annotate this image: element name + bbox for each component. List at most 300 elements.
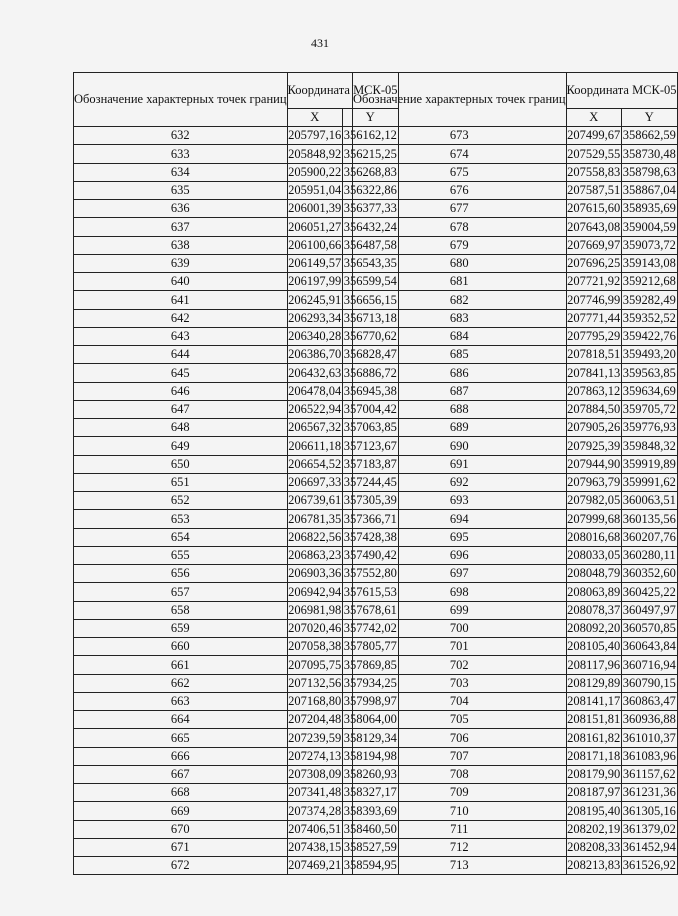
- table-row: [353, 692, 678, 710]
- point-number-cell: 644: [74, 346, 288, 364]
- x-value-cell: 207587,51: [566, 181, 621, 199]
- point-number-cell: 704: [353, 692, 567, 710]
- x-value-cell: 205848,92: [287, 145, 342, 163]
- x-value-cell: 207643,08: [566, 218, 621, 236]
- table-row: [353, 656, 678, 674]
- y-value-cell: 359563,85: [621, 364, 677, 382]
- y-value-cell: 356599,54: [342, 273, 398, 291]
- point-number-cell: 637: [74, 218, 288, 236]
- x-value-cell: 207374,28: [287, 802, 342, 820]
- table-row: [353, 291, 678, 309]
- point-number-cell: 683: [353, 309, 567, 327]
- y-value-cell: 361379,02: [621, 820, 677, 838]
- table-row: [74, 492, 399, 510]
- table-row: [74, 857, 399, 875]
- point-number-cell: 648: [74, 419, 288, 437]
- point-number-cell: 657: [74, 583, 288, 601]
- x-value-cell: 208195,40: [566, 802, 621, 820]
- table-row: [74, 583, 399, 601]
- table-row: [74, 747, 399, 765]
- table-row: [353, 820, 678, 838]
- table-row: [74, 127, 399, 145]
- table-row: [353, 127, 678, 145]
- y-value-cell: 360280,11: [621, 546, 677, 564]
- y-value-cell: 358129,34: [342, 729, 398, 747]
- y-value-cell: 357123,67: [342, 437, 398, 455]
- table-row: [353, 218, 678, 236]
- table-row: [353, 583, 678, 601]
- header-y: Y: [621, 108, 677, 126]
- y-value-cell: 357805,77: [342, 638, 398, 656]
- y-value-cell: 360570,85: [621, 619, 677, 637]
- table-row: [353, 273, 678, 291]
- x-value-cell: 207529,55: [566, 145, 621, 163]
- point-number-cell: 634: [74, 163, 288, 181]
- table-row: [353, 784, 678, 802]
- point-number-cell: 635: [74, 181, 288, 199]
- table-row: [74, 200, 399, 218]
- table-row: [353, 857, 678, 875]
- x-value-cell: 207746,99: [566, 291, 621, 309]
- x-value-cell: 206386,70: [287, 346, 342, 364]
- point-number-cell: 647: [74, 400, 288, 418]
- y-value-cell: 359705,72: [621, 400, 677, 418]
- point-number-cell: 632: [74, 127, 288, 145]
- table-row: [74, 765, 399, 783]
- x-value-cell: 208033,05: [566, 546, 621, 564]
- y-value-cell: 357428,38: [342, 528, 398, 546]
- table-row: [353, 346, 678, 364]
- x-value-cell: 207168,80: [287, 692, 342, 710]
- x-value-cell: 208208,33: [566, 838, 621, 856]
- x-value-cell: 206432,63: [287, 364, 342, 382]
- x-value-cell: 206739,61: [287, 492, 342, 510]
- y-value-cell: 359143,08: [621, 254, 677, 272]
- point-number-cell: 698: [353, 583, 567, 601]
- y-value-cell: 356432,24: [342, 218, 398, 236]
- x-value-cell: 207499,67: [566, 127, 621, 145]
- coordinates-table-right: [352, 72, 678, 875]
- point-number-cell: 665: [74, 729, 288, 747]
- point-number-cell: 670: [74, 820, 288, 838]
- table-row: [74, 163, 399, 181]
- point-number-cell: 708: [353, 765, 567, 783]
- y-value-cell: 359634,69: [621, 382, 677, 400]
- y-value-cell: 357552,80: [342, 565, 398, 583]
- point-number-cell: 655: [74, 546, 288, 564]
- table-row: [74, 692, 399, 710]
- y-value-cell: 358662,59: [621, 127, 677, 145]
- x-value-cell: 206293,34: [287, 309, 342, 327]
- page-number: 431: [311, 36, 329, 50]
- table-row: [74, 565, 399, 583]
- y-value-cell: 357063,85: [342, 419, 398, 437]
- x-value-cell: 207438,15: [287, 838, 342, 856]
- table-row: [74, 528, 399, 546]
- point-number-cell: 692: [353, 473, 567, 491]
- table-row: [74, 437, 399, 455]
- point-number-cell: 638: [74, 236, 288, 254]
- y-value-cell: 359352,52: [621, 309, 677, 327]
- x-value-cell: 207818,51: [566, 346, 621, 364]
- y-value-cell: 360863,47: [621, 692, 677, 710]
- point-number-cell: 654: [74, 528, 288, 546]
- point-number-cell: 671: [74, 838, 288, 856]
- y-value-cell: 359991,62: [621, 473, 677, 491]
- y-value-cell: 361526,92: [621, 857, 677, 875]
- point-number-cell: 649: [74, 437, 288, 455]
- table-row: [353, 765, 678, 783]
- x-value-cell: 207274,13: [287, 747, 342, 765]
- x-value-cell: 207999,68: [566, 510, 621, 528]
- x-value-cell: 207795,29: [566, 327, 621, 345]
- y-value-cell: 360135,56: [621, 510, 677, 528]
- y-value-cell: 357366,71: [342, 510, 398, 528]
- x-value-cell: 206654,52: [287, 455, 342, 473]
- point-number-cell: 658: [74, 601, 288, 619]
- point-number-cell: 706: [353, 729, 567, 747]
- x-value-cell: 206340,28: [287, 327, 342, 345]
- x-value-cell: 208117,96: [566, 656, 621, 674]
- table-row: [74, 838, 399, 856]
- point-number-cell: 650: [74, 455, 288, 473]
- point-number-cell: 646: [74, 382, 288, 400]
- x-value-cell: 207095,75: [287, 656, 342, 674]
- x-value-cell: 207615,60: [566, 200, 621, 218]
- y-value-cell: 357934,25: [342, 674, 398, 692]
- point-number-cell: 689: [353, 419, 567, 437]
- table-row: [353, 729, 678, 747]
- point-number-cell: 666: [74, 747, 288, 765]
- x-value-cell: 206697,33: [287, 473, 342, 491]
- table-row: [353, 528, 678, 546]
- y-value-cell: 359212,68: [621, 273, 677, 291]
- table-row: [353, 747, 678, 765]
- y-value-cell: 359004,59: [621, 218, 677, 236]
- point-number-cell: 713: [353, 857, 567, 875]
- y-value-cell: 360497,97: [621, 601, 677, 619]
- table-row: [74, 656, 399, 674]
- point-number-cell: 709: [353, 784, 567, 802]
- table-row: [353, 327, 678, 345]
- x-value-cell: 207020,46: [287, 619, 342, 637]
- x-value-cell: 207771,44: [566, 309, 621, 327]
- x-value-cell: 206001,39: [287, 200, 342, 218]
- point-number-cell: 690: [353, 437, 567, 455]
- table-row: [353, 638, 678, 656]
- y-value-cell: 358393,69: [342, 802, 398, 820]
- y-value-cell: 358260,93: [342, 765, 398, 783]
- y-value-cell: 359848,32: [621, 437, 677, 455]
- point-number-cell: 678: [353, 218, 567, 236]
- point-number-cell: 651: [74, 473, 288, 491]
- table-row: [353, 838, 678, 856]
- x-value-cell: 208141,17: [566, 692, 621, 710]
- table-row: [74, 601, 399, 619]
- y-value-cell: 361083,96: [621, 747, 677, 765]
- x-value-cell: 206100,66: [287, 236, 342, 254]
- x-value-cell: 208016,68: [566, 528, 621, 546]
- point-number-cell: 691: [353, 455, 567, 473]
- table-row: [353, 309, 678, 327]
- point-number-cell: 701: [353, 638, 567, 656]
- x-value-cell: 208078,37: [566, 601, 621, 619]
- table-row: [353, 510, 678, 528]
- point-number-cell: 664: [74, 711, 288, 729]
- table-row: [353, 163, 678, 181]
- x-value-cell: 207841,13: [566, 364, 621, 382]
- y-value-cell: 359493,20: [621, 346, 677, 364]
- y-value-cell: 358460,50: [342, 820, 398, 838]
- table-row: [353, 455, 678, 473]
- point-number-cell: 694: [353, 510, 567, 528]
- y-value-cell: 360352,60: [621, 565, 677, 583]
- table-row: [74, 619, 399, 637]
- table-row: [353, 236, 678, 254]
- y-value-cell: 359422,76: [621, 327, 677, 345]
- table-row: [74, 784, 399, 802]
- table-row: [353, 619, 678, 637]
- x-value-cell: 207721,92: [566, 273, 621, 291]
- table-row: [353, 601, 678, 619]
- point-number-cell: 680: [353, 254, 567, 272]
- y-value-cell: 359919,89: [621, 455, 677, 473]
- y-value-cell: 356215,25: [342, 145, 398, 163]
- point-number-cell: 682: [353, 291, 567, 309]
- table-row: [353, 254, 678, 272]
- y-value-cell: 360716,94: [621, 656, 677, 674]
- table-row: [353, 437, 678, 455]
- y-value-cell: 357869,85: [342, 656, 398, 674]
- table-row: [353, 802, 678, 820]
- table-row: [74, 346, 399, 364]
- table-row: [353, 492, 678, 510]
- x-value-cell: 206611,18: [287, 437, 342, 455]
- header-coordinate-title: Координата МСК-05: [566, 73, 677, 109]
- x-value-cell: 206149,57: [287, 254, 342, 272]
- y-value-cell: 359282,49: [621, 291, 677, 309]
- y-value-cell: 356886,72: [342, 364, 398, 382]
- table-row: [74, 181, 399, 199]
- x-value-cell: 208213,83: [566, 857, 621, 875]
- x-value-cell: 206567,32: [287, 419, 342, 437]
- point-number-cell: 686: [353, 364, 567, 382]
- table-row: [74, 510, 399, 528]
- point-number-cell: 695: [353, 528, 567, 546]
- x-value-cell: 206051,27: [287, 218, 342, 236]
- table-row: [74, 674, 399, 692]
- x-value-cell: 208063,89: [566, 583, 621, 601]
- table-row: [74, 364, 399, 382]
- x-value-cell: 207696,25: [566, 254, 621, 272]
- x-value-cell: 208202,19: [566, 820, 621, 838]
- y-value-cell: 356770,62: [342, 327, 398, 345]
- table-row: [74, 802, 399, 820]
- point-number-cell: 703: [353, 674, 567, 692]
- table-row: [74, 145, 399, 163]
- point-number-cell: 711: [353, 820, 567, 838]
- x-value-cell: 207469,21: [287, 857, 342, 875]
- point-number-cell: 669: [74, 802, 288, 820]
- y-value-cell: 357742,02: [342, 619, 398, 637]
- x-value-cell: 207341,48: [287, 784, 342, 802]
- point-number-cell: 639: [74, 254, 288, 272]
- table-row: [353, 473, 678, 491]
- y-value-cell: 357998,97: [342, 692, 398, 710]
- table-row: [74, 273, 399, 291]
- y-value-cell: 358527,59: [342, 838, 398, 856]
- point-number-cell: 674: [353, 145, 567, 163]
- x-value-cell: 207058,38: [287, 638, 342, 656]
- y-value-cell: 358327,17: [342, 784, 398, 802]
- y-value-cell: 356487,58: [342, 236, 398, 254]
- x-value-cell: 208048,79: [566, 565, 621, 583]
- header-x: X: [566, 108, 621, 126]
- table-row: [74, 327, 399, 345]
- x-value-cell: 206863,23: [287, 546, 342, 564]
- x-value-cell: 207406,51: [287, 820, 342, 838]
- table-row: [74, 820, 399, 838]
- x-value-cell: 208171,18: [566, 747, 621, 765]
- point-number-cell: 696: [353, 546, 567, 564]
- y-value-cell: 358798,63: [621, 163, 677, 181]
- table-row: [74, 400, 399, 418]
- point-number-cell: 707: [353, 747, 567, 765]
- point-number-cell: 640: [74, 273, 288, 291]
- point-number-cell: 653: [74, 510, 288, 528]
- table-row: [74, 309, 399, 327]
- table-row: [353, 145, 678, 163]
- point-number-cell: 659: [74, 619, 288, 637]
- table-row: [353, 419, 678, 437]
- point-number-cell: 693: [353, 492, 567, 510]
- y-value-cell: 356543,35: [342, 254, 398, 272]
- table-body-left: [74, 127, 399, 875]
- y-value-cell: 361157,62: [621, 765, 677, 783]
- header-coordinate-title: Координата МСК-05: [287, 73, 398, 109]
- table-row: [353, 382, 678, 400]
- table-row: [353, 546, 678, 564]
- point-number-cell: 641: [74, 291, 288, 309]
- x-value-cell: 205900,22: [287, 163, 342, 181]
- table-row: [74, 473, 399, 491]
- x-value-cell: 207669,97: [566, 236, 621, 254]
- y-value-cell: 356268,83: [342, 163, 398, 181]
- point-number-cell: 688: [353, 400, 567, 418]
- point-number-cell: 712: [353, 838, 567, 856]
- y-value-cell: 356377,33: [342, 200, 398, 218]
- table-row: [74, 254, 399, 272]
- y-value-cell: 361010,37: [621, 729, 677, 747]
- point-number-cell: 681: [353, 273, 567, 291]
- table-row: [74, 729, 399, 747]
- y-value-cell: 361231,36: [621, 784, 677, 802]
- point-number-cell: 645: [74, 364, 288, 382]
- y-value-cell: 358935,69: [621, 200, 677, 218]
- x-value-cell: 208105,40: [566, 638, 621, 656]
- y-value-cell: 361452,94: [621, 838, 677, 856]
- point-number-cell: 652: [74, 492, 288, 510]
- x-value-cell: 208179,90: [566, 765, 621, 783]
- point-number-cell: 675: [353, 163, 567, 181]
- header-y: Y: [342, 108, 398, 126]
- table-row: [74, 638, 399, 656]
- table-row: [74, 218, 399, 236]
- point-number-cell: 702: [353, 656, 567, 674]
- x-value-cell: 206197,99: [287, 273, 342, 291]
- table-row: [74, 711, 399, 729]
- y-value-cell: 360207,76: [621, 528, 677, 546]
- y-value-cell: 358594,95: [342, 857, 398, 875]
- table-row: [74, 455, 399, 473]
- point-number-cell: 668: [74, 784, 288, 802]
- point-number-cell: 710: [353, 802, 567, 820]
- y-value-cell: 359073,72: [621, 236, 677, 254]
- x-value-cell: 205951,04: [287, 181, 342, 199]
- table-row: [353, 565, 678, 583]
- x-value-cell: 206981,98: [287, 601, 342, 619]
- point-number-cell: 697: [353, 565, 567, 583]
- point-number-cell: 687: [353, 382, 567, 400]
- x-value-cell: 207905,26: [566, 419, 621, 437]
- x-value-cell: 208187,97: [566, 784, 621, 802]
- y-value-cell: 360063,51: [621, 492, 677, 510]
- table-body-right: [353, 127, 678, 875]
- y-value-cell: 357004,42: [342, 400, 398, 418]
- table-row: [74, 546, 399, 564]
- point-number-cell: 699: [353, 601, 567, 619]
- point-number-cell: 636: [74, 200, 288, 218]
- point-number-cell: 672: [74, 857, 288, 875]
- point-number-cell: 700: [353, 619, 567, 637]
- y-value-cell: 357678,61: [342, 601, 398, 619]
- y-value-cell: 361305,16: [621, 802, 677, 820]
- y-value-cell: 357305,39: [342, 492, 398, 510]
- table-row: [353, 674, 678, 692]
- y-value-cell: 360790,15: [621, 674, 677, 692]
- point-number-cell: 673: [353, 127, 567, 145]
- point-number-cell: 705: [353, 711, 567, 729]
- point-number-cell: 679: [353, 236, 567, 254]
- y-value-cell: 356322,86: [342, 181, 398, 199]
- y-value-cell: 357183,87: [342, 455, 398, 473]
- header-point-label: Обозначение характерных точек границ: [74, 73, 288, 127]
- table-row: [353, 400, 678, 418]
- point-number-cell: 676: [353, 181, 567, 199]
- y-value-cell: 356162,12: [342, 127, 398, 145]
- x-value-cell: 207863,12: [566, 382, 621, 400]
- table-row: [353, 200, 678, 218]
- point-number-cell: 633: [74, 145, 288, 163]
- point-number-cell: 685: [353, 346, 567, 364]
- x-value-cell: 207239,59: [287, 729, 342, 747]
- x-value-cell: 206942,94: [287, 583, 342, 601]
- point-number-cell: 642: [74, 309, 288, 327]
- point-number-cell: 656: [74, 565, 288, 583]
- x-value-cell: 207944,90: [566, 455, 621, 473]
- y-value-cell: 356656,15: [342, 291, 398, 309]
- x-value-cell: 207982,05: [566, 492, 621, 510]
- header-x: X: [287, 108, 342, 126]
- x-value-cell: 208092,20: [566, 619, 621, 637]
- x-value-cell: 206522,94: [287, 400, 342, 418]
- x-value-cell: 206903,36: [287, 565, 342, 583]
- table-row: [74, 419, 399, 437]
- point-number-cell: 677: [353, 200, 567, 218]
- y-value-cell: 357615,53: [342, 583, 398, 601]
- y-value-cell: 357490,42: [342, 546, 398, 564]
- point-number-cell: 684: [353, 327, 567, 345]
